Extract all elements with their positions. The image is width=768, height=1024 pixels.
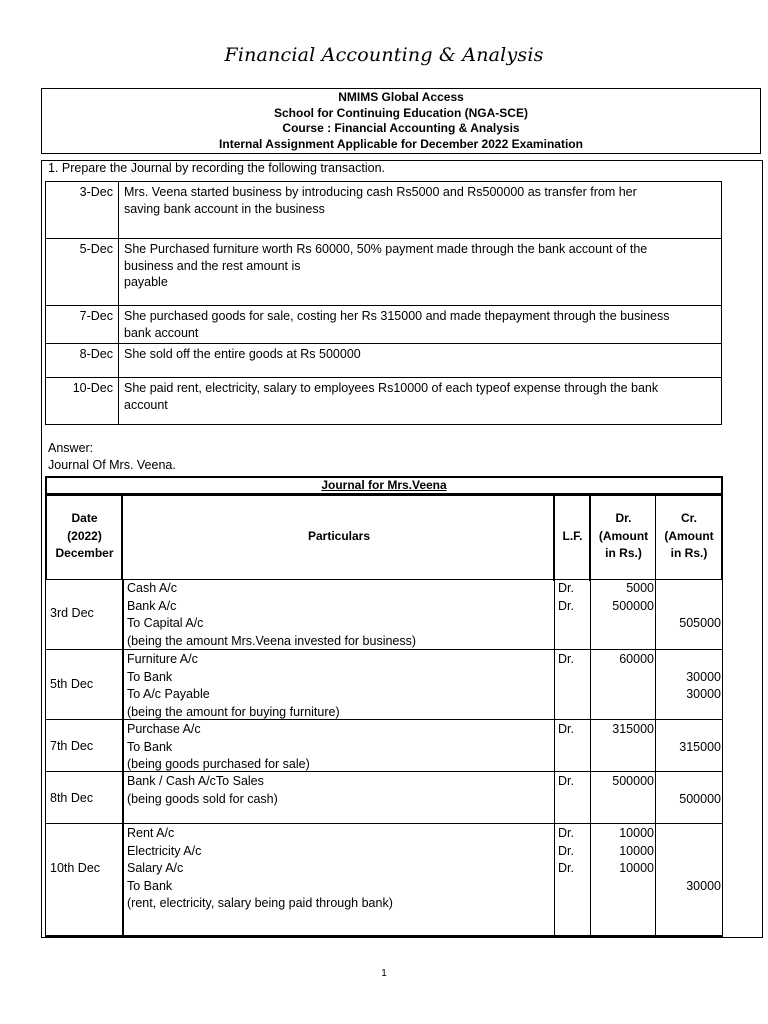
transaction-row	[46, 378, 722, 425]
entry-line-text: Bank A/c	[127, 598, 177, 613]
entry-line-text: Rent A/c	[127, 826, 175, 840]
entry-separator	[45, 823, 723, 824]
header-credit: Cr. (Amount in Rs.)	[664, 511, 714, 560]
header-line-3: Course : Financial Accounting & Analysis	[282, 121, 520, 135]
entry-line-credit: 505000	[679, 616, 721, 630]
header-line-1: NMIMS Global Access	[338, 90, 464, 104]
transaction-description: She Purchased furniture worth Rs 60000, 50% payment made through the bank account of the business and the rest amount is payable	[119, 239, 722, 306]
transaction-date: 10-Dec	[46, 378, 119, 425]
entry-line-text: To Bank	[127, 878, 173, 893]
entry-date: 3rd Dec	[50, 606, 94, 620]
entry-line-debit: 10000	[619, 861, 654, 875]
entry-line-text: To A/c Payable	[127, 687, 210, 701]
entry-date: 10th Dec	[50, 861, 101, 875]
entry-line-text: Salary A/c	[127, 861, 184, 875]
entry-line-text: Bank / Cash A/cTo Sales	[127, 774, 264, 788]
entry-line-credit: 30000	[686, 669, 721, 684]
entry-line-text: Purchase A/c	[127, 722, 201, 736]
transaction-description: She paid rent, electricity, salary to employees Rs10000 of each typeof expense through the bank account	[119, 378, 722, 425]
col-divider-particulars	[554, 579, 555, 937]
entry-line-lf: Dr.	[558, 861, 574, 875]
entry-line-text: Electricity A/c	[127, 843, 202, 858]
header-date: Date (2022) December	[55, 511, 114, 560]
entry-line-debit: 10000	[619, 843, 654, 858]
answer-subtitle: Journal Of Mrs. Veena.	[48, 458, 176, 472]
header-debit: Dr. (Amount in Rs.)	[598, 511, 649, 560]
entry-line-credit: 500000	[679, 791, 721, 806]
entry-line-text: Cash A/c	[127, 581, 178, 595]
journal-bottom-line	[45, 935, 723, 937]
journal-title: Journal for Mrs.Veena	[45, 476, 723, 495]
header-lf: L.F.	[562, 529, 583, 543]
entry-narration: (being goods sold for cash)	[127, 791, 278, 806]
transaction-date: 5-Dec	[46, 239, 119, 306]
journal-border-right	[722, 495, 723, 937]
entry-line-credit: 315000	[679, 739, 721, 754]
transaction-description: Mrs. Veena started business by introducing cash Rs5000 and Rs500000 as transfer from her saving bank account in the business	[119, 182, 722, 239]
entry-line-debit: 315000	[612, 722, 654, 736]
entry-date: 5th Dec	[50, 677, 94, 691]
header-line-2: School for Continuing Education (NGA-SCE)	[274, 105, 528, 120]
entry-narration: (being the amount for buying furniture)	[127, 704, 340, 719]
header-line-4: Internal Assignment Applicable for December 2022 Examination	[219, 136, 583, 151]
entry-line-credit: 30000	[686, 878, 721, 893]
transaction-row	[46, 344, 722, 378]
assignment-header	[41, 88, 761, 154]
entry-line-debit: 60000	[619, 652, 654, 666]
entry-line-debit: 5000	[626, 581, 654, 595]
page-number: 1	[381, 968, 387, 979]
entry-line-lf: Dr.	[558, 826, 574, 840]
col-divider-date-body	[122, 579, 124, 937]
entry-date: 7th Dec	[50, 739, 94, 753]
header-top-line	[45, 495, 723, 496]
entry-line-text: To Bank	[127, 669, 173, 684]
entry-narration: (being the amount Mrs.Veena invested for business)	[127, 633, 417, 648]
transaction-row	[46, 182, 722, 239]
entry-line-lf: Dr.	[558, 652, 574, 666]
transaction-row	[46, 306, 722, 344]
entry-line-credit: 30000	[686, 687, 721, 701]
entry-line-debit: 500000	[612, 598, 654, 613]
transaction-date: 8-Dec	[46, 344, 119, 378]
entry-line-lf: Dr.	[558, 843, 574, 858]
entry-line-text: To Capital A/c	[127, 616, 204, 630]
entry-line-debit: 10000	[619, 826, 654, 840]
transaction-description: She purchased goods for sale, costing her Rs 315000 and made thepayment through the business bank account	[119, 306, 722, 344]
entry-line-lf: Dr.	[558, 598, 574, 613]
entry-narration: (being goods purchased for sale)	[127, 757, 310, 771]
entry-line-debit: 500000	[612, 774, 654, 788]
transaction-date: 3-Dec	[46, 182, 119, 239]
entry-line-lf: Dr.	[558, 722, 574, 736]
transaction-description: She sold off the entire goods at Rs 500000	[119, 344, 722, 378]
entry-line-text: Furniture A/c	[127, 652, 198, 666]
transaction-date: 7-Dec	[46, 306, 119, 344]
transaction-row	[46, 239, 722, 306]
entry-date: 8th Dec	[50, 791, 94, 805]
entry-narration: (rent, electricity, salary being paid through bank)	[127, 896, 393, 910]
question-text: 1. Prepare the Journal by recording the following transaction.	[48, 161, 385, 175]
entry-line-lf: Dr.	[558, 774, 574, 788]
answer-label: Answer:	[48, 441, 94, 455]
entry-line-lf: Dr.	[558, 581, 574, 595]
header-particulars: Particulars	[307, 529, 371, 543]
col-divider-lf	[590, 579, 591, 937]
document-title: Financial Accounting & Analysis	[224, 44, 544, 66]
entry-line-text: To Bank	[127, 739, 173, 754]
transactions-table	[45, 181, 722, 425]
